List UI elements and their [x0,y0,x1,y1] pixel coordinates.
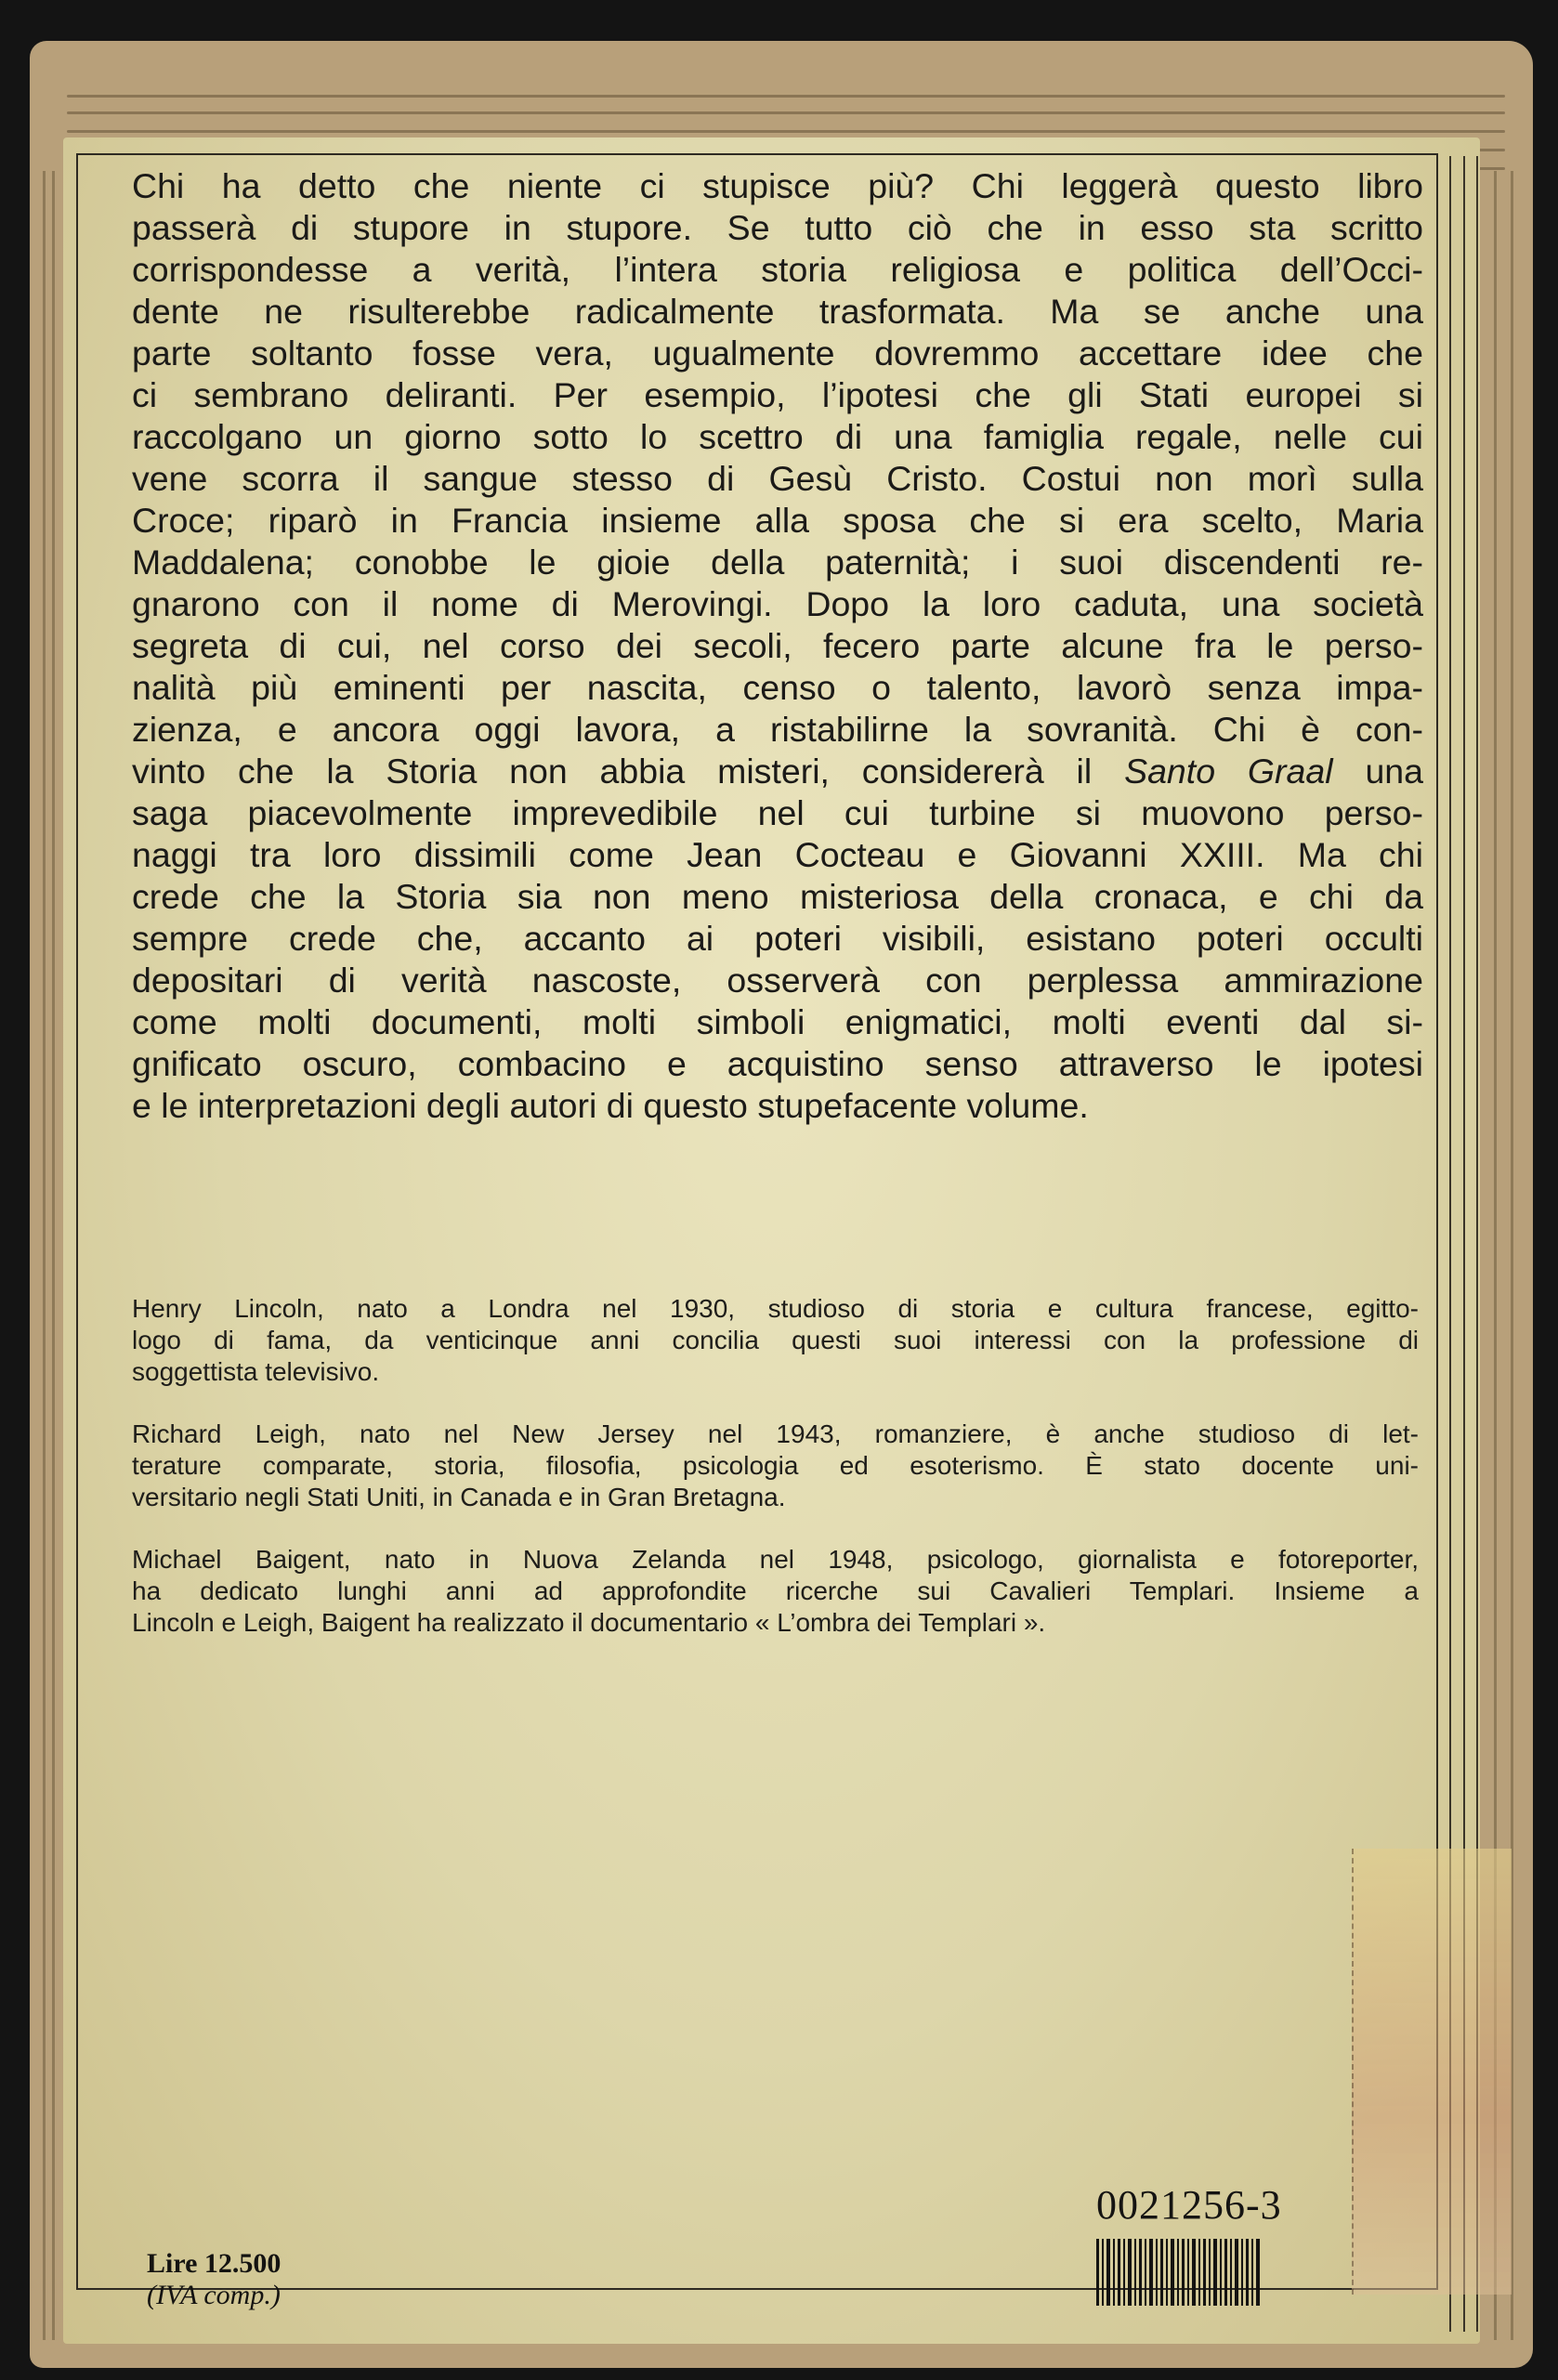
blurb-line: crede che la Storia sia non meno misteriosa della cronaca, e chi da [132,877,1423,916]
blurb-line: come molti documenti, molti simboli enigmatici, molti eventi dal si- [132,1002,1423,1041]
blurb-line: gnificato oscuro, combacino e acquistino senso attraverso le ipotesi [132,1044,1423,1083]
blurb-line: sempre crede che, accanto ai poteri visibili, esistano poteri occulti [132,919,1423,958]
back-cover-blurb [132,165,1423,1127]
page-edge-line [67,95,1505,98]
blurb-line: e le interpretazioni degli autori di questo stupefacente volume. [132,1086,1089,1125]
book-title-italic: Santo Graal [1124,752,1333,791]
bio-line: soggettista televisivo. [132,1357,380,1386]
page-edge-line [52,171,55,2340]
blurb-line-tail: una [1365,752,1424,791]
blurb-line: corrispondesse a verità, l’intera storia religiosa e politica dell’Occi- [132,250,1423,289]
barcode [1096,2239,1263,2306]
blurb-line: zienza, e ancora oggi lavora, a ristabilirne la sovranità. Chi è con- [132,710,1423,749]
bio-line: ha dedicato lunghi anni ad approfondite ricerche sui Cavalieri Templari. Insieme a [132,1576,1419,1605]
blurb-line: saga piacevolmente imprevedibile nel cui turbine si muovono perso- [132,793,1423,832]
bio-line: Henry Lincoln, nato a Londra nel 1930, studioso di storia e cultura francese, egitto- [132,1294,1419,1323]
blurb-line: nalità più eminenti per nascita, censo o talento, lavorò senza impa- [132,668,1423,707]
tape-stain [1352,1849,1512,2295]
bio-line: Lincoln e Leigh, Baigent ha realizzato il documentario « L’ombra dei Templari ». [132,1608,1046,1637]
price-amount: Lire 12.500 [147,2248,281,2279]
author-bio-baigent [132,1544,1419,1639]
blurb-line-with-title [132,751,1423,792]
blurb-line: passerà di stupore in stupore. Se tutto ciò che in esso sta scritto [132,208,1423,247]
bio-line: terature comparate, storia, filosofia, psicologia ed esoterismo. È stato docente uni- [132,1451,1419,1480]
blurb-line: dente ne risulterebbe radicalmente trasformata. Ma se anche una [132,292,1423,331]
page-edge-line [67,130,1505,133]
page-edge-line [67,111,1505,114]
price-block [147,2248,281,2311]
blurb-line: gnarono con il nome di Merovingi. Dopo la loro caduta, una società [132,584,1423,623]
blurb-line: segreta di cui, nel corso dei secoli, fecero parte alcune fra le perso- [132,626,1423,665]
blurb-line: Maddalena; conobbe le gioie della paternità; i suoi discendenti re- [132,543,1423,582]
author-bio-lincoln [132,1293,1419,1388]
blurb-line: Croce; riparò in Francia insieme alla sposa che si era scelto, Maria [132,501,1423,540]
blurb-line: Chi ha detto che niente ci stupisce più? Chi leggerà questo libro [132,166,1423,205]
blurb-line: ci sembrano deliranti. Per esempio, l’ipotesi che gli Stati europei si [132,375,1423,414]
author-bio-leigh [132,1419,1419,1513]
blurb-line: parte soltanto fosse vera, ugualmente dovremmo accettare idee che [132,333,1423,373]
bio-line: versitario negli Stati Uniti, in Canada e in Gran Bretagna. [132,1483,786,1511]
blurb-line: raccolgano un giorno sotto lo scettro di una famiglia regale, nelle cui [132,417,1423,456]
blurb-line-head: vinto che la Storia non abbia misteri, considererà il [132,752,1093,791]
blurb-line: vene scorra il sangue stesso di Gesù Cristo. Costui non morì sulla [132,459,1423,498]
bio-line: Richard Leigh, nato nel New Jersey nel 1943, romanziere, è anche studioso di let- [132,1419,1419,1448]
blurb-line: depositari di verità nascoste, osserverà con perplessa ammirazione [132,961,1423,1000]
bio-line: logo di fama, da venticinque anni concilia questi suoi interessi con la professione di [132,1326,1419,1354]
bio-line: Michael Baigent, nato in Nuova Zelanda nel 1948, psicologo, giornalista e fotoreporter, [132,1545,1419,1574]
page-edge-line [43,171,46,2340]
blurb-line: naggi tra loro dissimili come Jean Cocteau e Giovanni XXIII. Ma chi [132,835,1423,874]
product-code: 0021256-3 [1096,2182,1282,2228]
price-vat-note: (IVA comp.) [147,2280,281,2310]
